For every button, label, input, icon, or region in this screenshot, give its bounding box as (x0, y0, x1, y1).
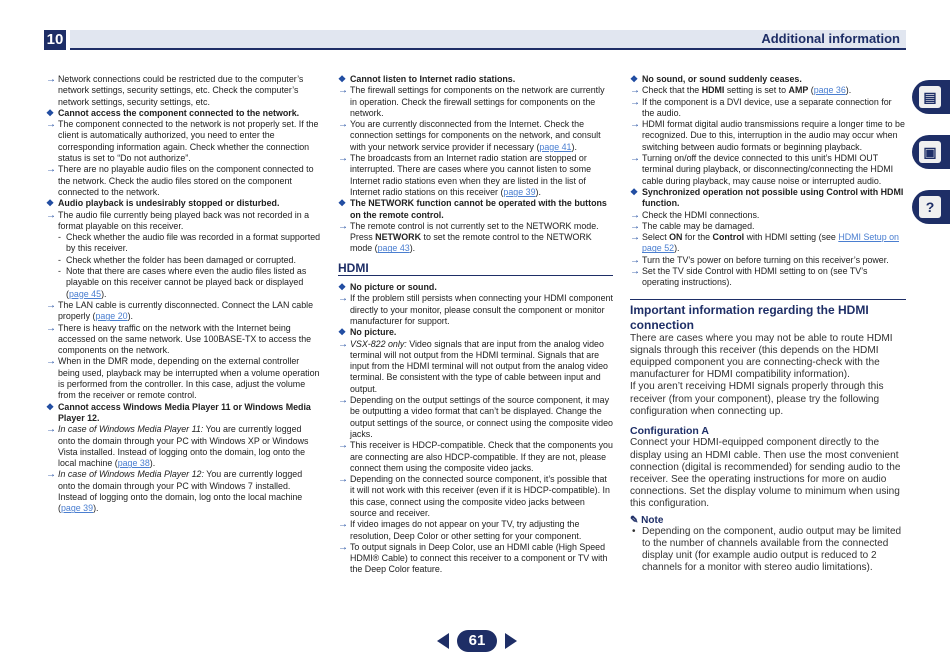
diamond-bullet-icon: ❖ (338, 327, 347, 338)
item-text: Depending on the output settings of the source component, it may be outputting a video format that can’t be displayed. Change the output settings of the source, or connect using the composite video jacks. (350, 395, 613, 439)
item-text: ). (149, 458, 156, 469)
solution-item (46, 74, 321, 108)
sub-item: - Check whether the folder has been damaged or corrupted. (58, 254, 296, 265)
item-text: You are currently logged onto the domain through your PC with Windows XP or Windows Vista installed. Instead of logging onto the domain, log onto the local machine ( (58, 424, 309, 469)
solution-item (630, 119, 906, 153)
arrow-icon: → (630, 209, 640, 221)
item-text: Check whether the folder has been damaged or corrupted. (66, 254, 296, 265)
solution-item (46, 119, 321, 164)
page-link[interactable]: page 43 (377, 243, 410, 254)
italic-prefix: VSX-822 only: (350, 338, 407, 349)
problem-heading (338, 327, 613, 338)
solution-item (338, 153, 613, 198)
sub-item: - Check whether the audio file was recorded in a format supported by this receiver. (58, 232, 321, 254)
important-title: Important information regarding the HDMI connection (630, 299, 906, 333)
solution-item (46, 300, 321, 323)
side-tabs (912, 80, 950, 245)
item-text: Video signals that are input from the analog video terminal will not output from the HDMI terminal. Signals that are input from the HDMI terminal will not output from the analog video terminal. Be consistent with the type of cable between input and output. (350, 338, 608, 394)
diamond-bullet-icon: ❖ (46, 401, 55, 412)
solution-item (338, 395, 613, 440)
arrow-icon: → (46, 119, 56, 131)
problem-heading (630, 74, 906, 85)
item-text: The remote control is not currently set to the NETWORK mode. Press (350, 220, 599, 243)
item-text: to set the remote control to the NETWORK mode ( (350, 232, 592, 254)
page-link[interactable]: page 45 (68, 288, 102, 299)
item-text: setting is set to (724, 85, 789, 96)
arrow-icon: → (630, 220, 640, 232)
item-text: ). (101, 288, 107, 299)
question-icon: ? (919, 196, 941, 218)
item-text: ). (571, 141, 577, 152)
arrow-icon: → (338, 474, 348, 486)
item-text: The NETWORK function cannot be operated with the buttons on the remote control. (350, 198, 607, 220)
item-text: The cable may be damaged. (642, 220, 755, 231)
diamond-bullet-icon: ❖ (338, 74, 347, 84)
item-text: No picture. (350, 327, 397, 338)
arrow-icon: → (46, 164, 56, 176)
item-text: Select (642, 232, 670, 243)
item-text: To output signals in Deep Color, use an HDMI cable (High Speed HDMI® Cable) to connect this receiver to a component or TV with the Deep Color feature. (350, 541, 608, 575)
arrow-icon: → (46, 322, 56, 334)
item-text: No picture or sound. (350, 282, 437, 293)
item-text: You are currently disconnected from the Internet. Check the connection settings for components on the network, and consult with your network service provider if necessary ( (350, 119, 601, 152)
item-text: for the (682, 232, 713, 243)
solution-item (338, 221, 613, 255)
arrow-icon: → (338, 119, 348, 131)
italic-prefix: In case of Windows Media Player 11: (58, 424, 204, 435)
item-text: ). (127, 311, 134, 322)
item-text: You are currently logged onto the domain through your PC with Windows 7 installed. Instead of logging onto the domain, log onto the local machine ( (58, 469, 303, 514)
bold-term: ON (669, 232, 683, 243)
problem-heading (338, 282, 613, 293)
problem-heading (338, 198, 613, 221)
arrow-icon: → (630, 85, 640, 97)
solution-item (46, 164, 321, 198)
item-text: No sound, or sound suddenly ceases. (642, 74, 802, 84)
solution-item (338, 85, 613, 119)
problem-heading (630, 187, 906, 210)
diamond-bullet-icon: ❖ (338, 282, 347, 293)
solution-item (338, 440, 613, 474)
item-text: HDMI format digital audio transmissions require a longer time to be recognized. Due to this, interruption in the audio may occur when switching between audio formats or beginning playback. (642, 119, 905, 152)
bold-term: NETWORK (375, 232, 422, 243)
arrow-icon: → (630, 266, 640, 278)
item-text: The broadcasts from an Internet radio station are stopped or interrupted. There are cases where you cannot listen to some Internet radio stations even when they are listed in the list of Internet radio stations on this receiver ( (350, 153, 592, 197)
item-text: If the component is a DVI device, use a separate connection for the audio. (642, 96, 892, 118)
receiver-icon: ▣ (919, 141, 941, 163)
solution-item (46, 210, 321, 233)
problem-heading (46, 198, 321, 209)
solution-item (46, 424, 321, 469)
diamond-bullet-icon: ❖ (630, 74, 639, 84)
item-text: The LAN cable is currently disconnected. Connect the LAN cable properly ( (58, 299, 314, 322)
page-navigator (437, 630, 517, 652)
diamond-bullet-icon: ❖ (630, 186, 639, 197)
arrow-icon: → (338, 395, 348, 407)
item-text: ). (535, 186, 541, 197)
item-text: ). (674, 243, 680, 254)
arrow-icon: → (338, 519, 348, 531)
page-header (44, 30, 906, 50)
item-text: ). (845, 85, 852, 96)
page-link[interactable]: page 36 (813, 85, 846, 96)
solution-item (630, 153, 906, 187)
problem-heading (46, 108, 321, 119)
italic-prefix: In case of Windows Media Player 12: (58, 469, 204, 480)
arrow-icon: → (46, 74, 56, 85)
item-text: Check whether the audio file was recorded in a format supported by this receiver. (66, 232, 321, 254)
page-link[interactable]: page 20 (95, 311, 128, 322)
solution-item (338, 474, 613, 519)
page-link[interactable]: page 41 (539, 141, 572, 152)
item-text: ). (93, 503, 99, 514)
solution-item (338, 339, 613, 395)
note-heading: ✎ Note (630, 514, 664, 526)
arrow-icon: → (630, 153, 640, 165)
page-link[interactable]: page 39 (503, 186, 536, 197)
solution-item (630, 210, 906, 221)
diamond-bullet-icon: ❖ (46, 198, 55, 209)
bold-term: Control (712, 232, 745, 243)
sub-item: - Note that there are cases where even the audio files listed as playable on this receiver cannot be played back or displayed (page 45). (58, 266, 307, 299)
solution-item (338, 293, 613, 327)
item-text: Network connections could be restricted due to the computer’s network settings, security settings, etc. Check the computer’s network settings, security settings, etc. (58, 74, 304, 107)
item-text: The audio file currently being played back was not recorded in a format playable on this receiver. (58, 209, 310, 231)
item-text: If video images do not appear on your TV, try adjusting the resolution, Deep Color or other setting for your component. (350, 519, 582, 541)
arrow-icon: → (338, 293, 348, 305)
problem-heading (46, 402, 321, 425)
arrow-icon: → (630, 232, 640, 244)
solution-item (338, 519, 613, 542)
bold-term: AMP (788, 85, 809, 96)
item-text: Audio playback is undesirably stopped or disturbed. (58, 198, 280, 209)
item-text: The component connected to the network is not properly set. If the client is automatically authorized, you need to enter the corresponding information again. Check whether the connection status is set to “Do not authorize”. (58, 119, 319, 164)
item-text: The firewall settings for components on the network are currently in operation. Check the firewall settings for components on the network. (350, 85, 605, 118)
arrow-icon: → (338, 440, 348, 452)
item-text: Cannot listen to Internet radio stations. (350, 74, 516, 84)
bold-term: HDMI (701, 85, 725, 96)
arrow-icon: → (338, 541, 348, 553)
item-text: Turning on/off the device connected to this unit’s HDMI OUT terminal during playback, or disconnecting/connecting the HDMI cable during playback, may cause noise or interrupted audio. (642, 153, 894, 186)
arrow-icon: → (338, 220, 348, 232)
item-text: Depending on the connected source component, it’s possible that it will not work with this receiver (even if it is HDCP-compatible). In this case, connect using the composite video jacks between source and receiver. (350, 474, 610, 518)
solution-item (630, 255, 906, 266)
solution-item (630, 232, 906, 255)
diamond-bullet-icon: ❖ (46, 107, 55, 118)
configuration-a-text: Connect your HDMI-equipped component directly to the display using an HDMI cable. Then use the most convenient connection (digital is recommended) for sending audio to the receiver. See the operating instructions for more on audio connections. Set the display volume to minimum when using this configuration. (630, 437, 901, 510)
arrow-icon: → (46, 356, 56, 368)
solution-item (630, 97, 906, 120)
solution-item (46, 323, 321, 357)
item-text: Turn the TV’s power on before turning on this receiver’s power. (642, 254, 889, 265)
arrow-icon: → (630, 254, 640, 266)
arrow-icon: → (630, 96, 640, 108)
page-link[interactable]: page 39 (60, 503, 94, 514)
problem-heading (338, 74, 613, 85)
item-text: If the problem still persists when connecting your HDMI component directly to your monitor, please consult the component or monitor manufacturer for support. (350, 293, 613, 326)
page-number: 61 (457, 630, 497, 652)
book-icon: ▤ (919, 86, 941, 108)
tab-faq[interactable] (912, 190, 950, 224)
arrow-icon: → (338, 338, 348, 350)
arrow-icon: → (46, 424, 56, 436)
chapter-number: 10 (44, 30, 66, 50)
important-paragraph-1: There are cases where you may not be able to route HDMI signals through this receiver (this depends on the HDMI equipped component you are connecting-check with the manufacturer for HDMI compatibility information). (630, 332, 893, 381)
header-bar (70, 30, 906, 50)
item-text: ). (409, 243, 416, 254)
tab-contents[interactable] (912, 80, 950, 114)
note-icon: ✎ (630, 514, 639, 526)
arrow-icon: → (46, 299, 56, 311)
page-link[interactable]: HDMI Setup on page 52 (642, 232, 899, 254)
tab-receiver[interactable] (912, 135, 950, 169)
item-text: This receiver is HDCP-compatible. Check that the components you are connecting are also HDCP-compatible. If they are not, please connect them using the composite video jacks. (350, 440, 613, 473)
configuration-a-heading: Configuration A (630, 425, 709, 438)
solution-item (338, 542, 613, 576)
arrow-icon: → (630, 119, 640, 131)
diamond-bullet-icon: ❖ (338, 198, 347, 209)
item-text: Check that the (642, 85, 702, 96)
solution-item (630, 266, 906, 289)
item-text: ( (808, 85, 814, 96)
solution-item (630, 221, 906, 232)
arrow-icon: → (46, 209, 56, 221)
important-paragraph-2: If you aren’t receiving HDMI signals properly through this receiver (from your component), please try the following configuration when connecting up. (630, 381, 884, 417)
solution-item (46, 356, 321, 401)
hdmi-section-title: HDMI (338, 263, 613, 276)
item-text: Synchronized operation not possible using Control with HDMI function. (642, 186, 904, 209)
item-text: There are no playable audio files on the component connected to the network. Check the audio files stored on the component connected to the network. (58, 164, 314, 197)
column-3 (630, 74, 906, 575)
solution-item (630, 85, 906, 96)
solution-item (46, 469, 321, 514)
solution-item (338, 119, 613, 153)
page-link[interactable]: page 38 (117, 458, 150, 469)
column-1 (46, 74, 321, 515)
arrow-icon: → (46, 469, 56, 481)
column-2 (338, 74, 613, 576)
prev-page-button[interactable] (437, 633, 449, 649)
next-page-button[interactable] (505, 633, 517, 649)
item-text: Set the TV side Control with HDMI setting to on (see TV’s operating instructions). (642, 266, 868, 288)
item-text: There is heavy traffic on the network with the Internet being accessed on the same network. Use 100BASE-TX to access the components on the network. (58, 322, 312, 356)
arrow-icon: → (338, 85, 348, 97)
arrow-icon: → (338, 153, 348, 165)
item-text: Cannot access the component connected to the network. (58, 107, 300, 118)
note-item: • Depending on the component, audio output may be limited to the number of channels available from the connected display unit (for example audio output is reduced to 2 channels for a monitor with stereo audio limitations). (632, 525, 902, 574)
item-text: Note that there are cases where even the audio files listed as playable on this receiver cannot be played back or displayed ( (66, 266, 307, 299)
item-text: Check the HDMI connections. (642, 209, 760, 220)
item-text: with HDMI setting (see (744, 232, 839, 243)
header-title: Additional information (761, 31, 900, 46)
item-text: When in the DMR mode, depending on the external controller being used, playback may be interrupted when a volume operation is performed from the controller. In this case, adjust the volume from the receiver or remote control. (58, 356, 320, 401)
item-text: Cannot access Windows Media Player 11 or Windows Media Player 12. (58, 401, 311, 423)
